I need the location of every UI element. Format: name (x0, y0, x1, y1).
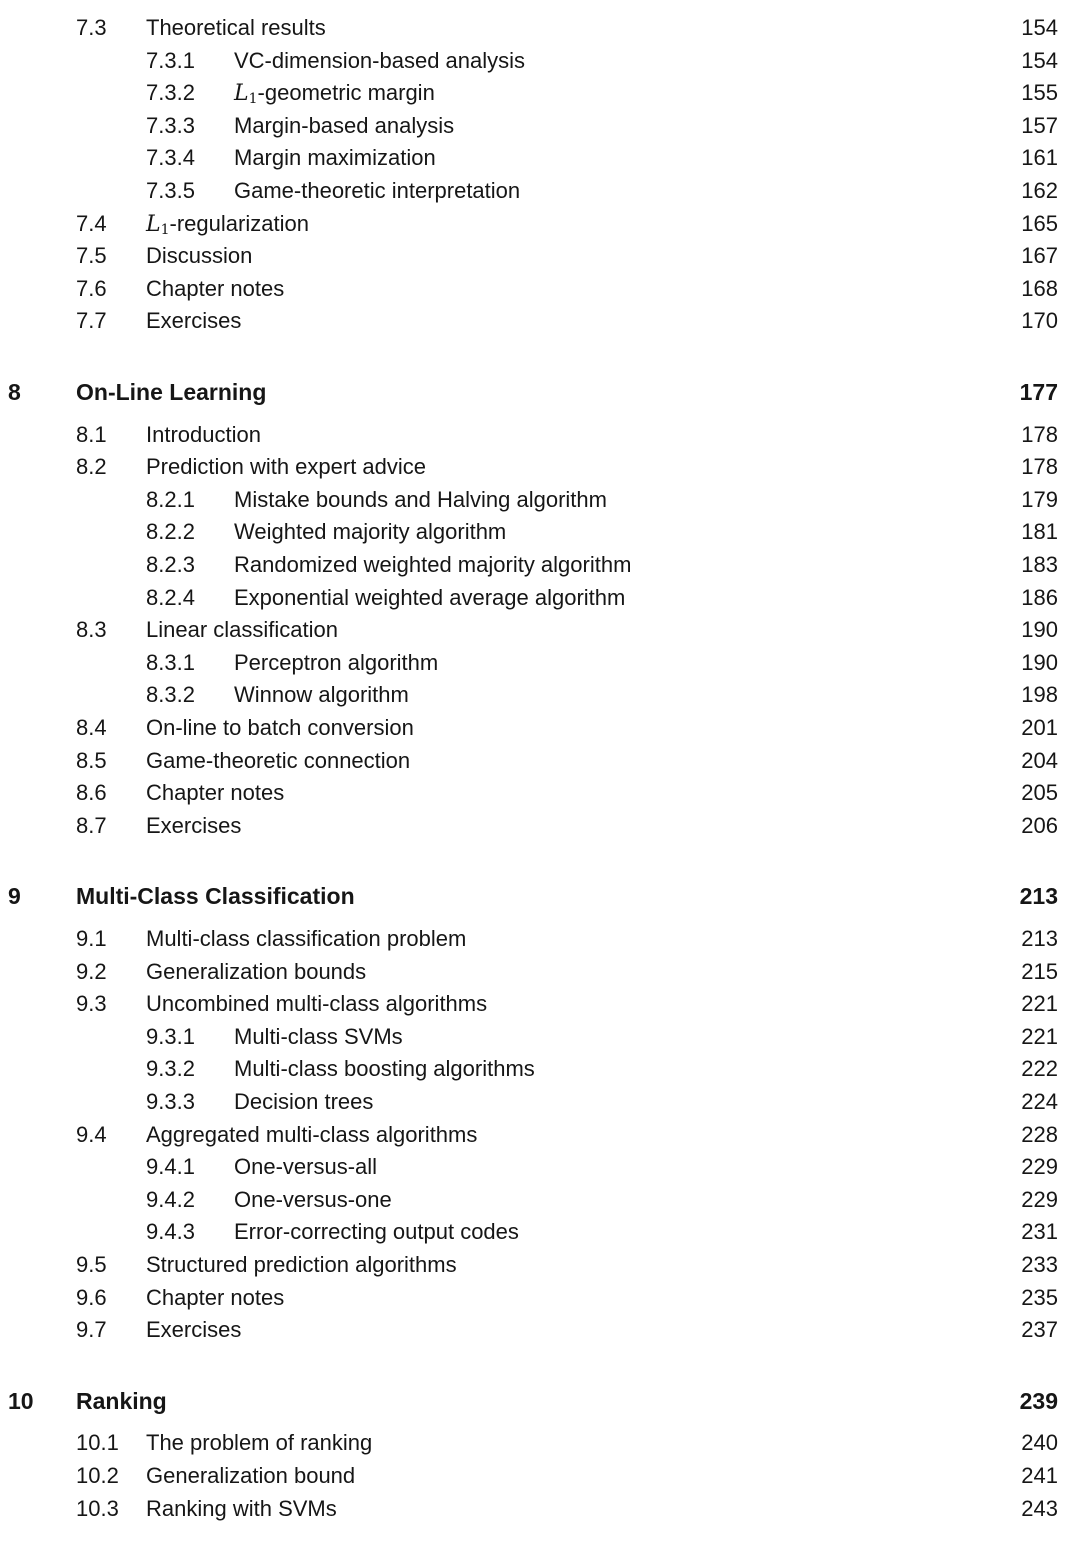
toc-entry-number: 9.4.2 (146, 1187, 195, 1212)
toc-page-number: 157 (1021, 113, 1058, 138)
toc-subsection-row[interactable] (0, 1053, 1080, 1085)
toc-entry-title: Discussion (146, 243, 253, 268)
toc-entry-number: 8.3.1 (146, 650, 195, 675)
toc-entry-number: 7.3.4 (146, 145, 195, 170)
toc-entry-number: 7.7 (76, 308, 107, 333)
toc-entry-number: 9 (8, 883, 21, 909)
toc-entry-number: 7.3.2 (146, 80, 195, 105)
toc-entry-number: 8.2.2 (146, 519, 195, 544)
toc-page-number: 201 (1021, 715, 1058, 740)
toc-page-number: 241 (1021, 1463, 1058, 1488)
toc-page-number: 204 (1021, 748, 1058, 773)
toc-entry-number: 9.6 (76, 1285, 107, 1310)
toc-subsection-row[interactable] (0, 582, 1080, 614)
toc-section-row[interactable] (0, 240, 1080, 272)
toc-entry-number: 8.3 (76, 617, 107, 642)
toc-entry-title: VC-dimension-based analysis (234, 48, 526, 73)
toc-entry-title: Exponential weighted average algorithm (234, 585, 626, 610)
toc-chapter-row[interactable] (0, 880, 1080, 912)
toc-entry-number: 7.3 (76, 15, 107, 40)
toc-subsection-row[interactable] (0, 1216, 1080, 1248)
toc-entry-number: 8.2.3 (146, 552, 195, 577)
toc-page-number: 181 (1021, 519, 1058, 544)
toc-section-row[interactable] (0, 305, 1080, 337)
toc-section-row[interactable] (0, 810, 1080, 842)
toc-subsection-row[interactable] (0, 77, 1080, 109)
toc-subsection-row[interactable] (0, 516, 1080, 548)
toc-subsection-row[interactable] (0, 484, 1080, 516)
toc-entry-number: 8.7 (76, 813, 107, 838)
toc-page-number: 233 (1021, 1252, 1058, 1277)
toc-entry-number: 8.2 (76, 454, 107, 479)
toc-entry-number: 7.3.5 (146, 178, 195, 203)
toc-entry-title: Exercises (146, 308, 242, 333)
toc-entry-number: 7.6 (76, 276, 107, 301)
toc-entry-number: 10 (8, 1388, 34, 1414)
toc-entry-title: Game-theoretic interpretation (234, 178, 521, 203)
toc-entry-title: Decision trees (234, 1089, 374, 1114)
toc-page-number: 179 (1021, 487, 1058, 512)
toc-page-number: 177 (1019, 379, 1058, 405)
toc-section-row[interactable] (0, 614, 1080, 646)
toc-entry-number: 9.4.1 (146, 1154, 195, 1179)
toc-entry-number: 8.1 (76, 422, 107, 447)
toc-page-number: 155 (1021, 80, 1058, 105)
toc-page-number: 224 (1021, 1089, 1058, 1114)
toc-entry-title: Linear classification (146, 617, 338, 642)
toc-entry-title: Uncombined multi-class algorithms (146, 991, 488, 1016)
toc-entry-number: 8.4 (76, 715, 107, 740)
toc-page-number: 165 (1021, 211, 1058, 236)
toc-entry-title: Multi-class SVMs (234, 1024, 403, 1049)
toc-entry-number: 8.6 (76, 780, 107, 805)
toc-section-row[interactable] (0, 777, 1080, 809)
toc-entry-title: Chapter notes (146, 276, 285, 301)
toc-entry-title: On-line to batch conversion (146, 715, 414, 740)
toc-entry-number: 8 (8, 379, 21, 405)
toc-subsection-row[interactable] (0, 679, 1080, 711)
toc-page-number: 198 (1021, 682, 1058, 707)
toc-section-row[interactable] (0, 988, 1080, 1020)
toc-subsection-row[interactable] (0, 1184, 1080, 1216)
toc-page-number: 235 (1021, 1285, 1058, 1310)
toc-entry-number: 9.2 (76, 959, 107, 984)
toc-section-row[interactable] (0, 273, 1080, 305)
toc-entry-number: 10.2 (76, 1463, 119, 1488)
toc-entry-title: Multi-Class Classification (76, 883, 355, 909)
toc-page-number: 221 (1021, 1024, 1058, 1049)
toc-entry-number: 8.2.4 (146, 585, 195, 610)
toc-entry-title: On-Line Learning (76, 379, 267, 405)
toc-entry-number: 9.3 (76, 991, 107, 1016)
toc-section-row[interactable] (0, 1427, 1080, 1459)
toc-entry-title: Winnow algorithm (234, 682, 409, 707)
toc-section-row[interactable] (0, 745, 1080, 777)
toc-section-row[interactable] (0, 1460, 1080, 1492)
toc-section-row[interactable] (0, 208, 1080, 240)
toc-entry-number: 9.4.3 (146, 1219, 195, 1244)
toc-entry-number: 8.3.2 (146, 682, 195, 707)
toc-subsection-row[interactable] (0, 549, 1080, 581)
toc-page-number: 162 (1021, 178, 1058, 203)
toc-subsection-row[interactable] (0, 45, 1080, 77)
toc-entry-title: Chapter notes (146, 1285, 285, 1310)
toc-section-row[interactable] (0, 712, 1080, 744)
toc-section-row[interactable] (0, 1249, 1080, 1281)
toc-entry-number: 9.3.3 (146, 1089, 195, 1114)
toc-page-number: 170 (1021, 308, 1058, 333)
toc-section-row[interactable] (0, 12, 1080, 44)
toc-page-number: 167 (1021, 243, 1058, 268)
toc-subsection-row[interactable] (0, 175, 1080, 207)
toc-entry-title: Introduction (146, 422, 261, 447)
toc-page-number: 213 (1021, 926, 1058, 951)
toc-page-number: 228 (1021, 1122, 1058, 1147)
toc-subsection-row[interactable] (0, 647, 1080, 679)
toc-section-row[interactable] (0, 1282, 1080, 1314)
toc-entry-number: 9.5 (76, 1252, 107, 1277)
toc-page-number: 206 (1021, 813, 1058, 838)
toc-entry-title: Game-theoretic connection (146, 748, 411, 773)
toc-page-number: 215 (1021, 959, 1058, 984)
toc-page-number: 222 (1021, 1056, 1058, 1081)
toc-subsection-row[interactable] (0, 142, 1080, 174)
toc-entry-number: 8.5 (76, 748, 107, 773)
toc-page-number: 229 (1021, 1187, 1058, 1212)
toc-entry-title: $L_1$-geometric margin (234, 80, 435, 107)
toc-entry-number: 7.5 (76, 243, 107, 268)
toc-entry-title: Randomized weighted majority algorithm (234, 552, 632, 577)
math-symbol: $L_1$ (234, 81, 258, 107)
toc-page-number: 178 (1021, 454, 1058, 479)
toc-entry-number: 10.1 (76, 1430, 119, 1455)
toc-entry-title: Exercises (146, 813, 242, 838)
toc-page-number: 190 (1021, 617, 1058, 642)
toc-page-number: 239 (1019, 1388, 1058, 1414)
toc-entry-number: 9.4 (76, 1122, 107, 1147)
toc-page-number: 154 (1021, 48, 1058, 73)
toc-entry-title: Exercises (146, 1317, 242, 1342)
toc-entry-number: 7.3.1 (146, 48, 195, 73)
toc-entry-title: Structured prediction algorithms (146, 1252, 457, 1277)
toc-page-number: 231 (1021, 1219, 1058, 1244)
toc-entry-number: 7.3.3 (146, 113, 195, 138)
toc-entry-title: Generalization bounds (146, 959, 367, 984)
toc-entry-number: 9.3.1 (146, 1024, 195, 1049)
math-symbol: $L_1$ (146, 212, 170, 238)
toc-page-number: 240 (1021, 1430, 1058, 1455)
toc-page-number: 213 (1019, 883, 1058, 909)
toc-entry-number: 10.3 (76, 1496, 119, 1521)
toc-entry-number: 9.7 (76, 1317, 107, 1342)
toc-entry-title: Prediction with expert advice (146, 454, 427, 479)
toc-page-number: 161 (1021, 145, 1058, 170)
toc-entry-title: Mistake bounds and Halving algorithm (234, 487, 607, 512)
toc-section-row[interactable] (0, 1493, 1080, 1525)
toc-page-number: 186 (1021, 585, 1058, 610)
toc-page-number: 178 (1021, 422, 1058, 447)
toc-entry-title: Multi-class classification problem (146, 926, 467, 951)
toc-page-number: 229 (1021, 1154, 1058, 1179)
toc-entry-title: Ranking (76, 1388, 167, 1414)
toc-subsection-row[interactable] (0, 1151, 1080, 1183)
toc-page-number: 205 (1021, 780, 1058, 805)
toc-page-number: 154 (1021, 15, 1058, 40)
toc-entry-title: Ranking with SVMs (146, 1496, 337, 1521)
toc-entry-title: Margin maximization (234, 145, 436, 170)
toc-page-number: 243 (1021, 1496, 1058, 1521)
toc-section-row[interactable] (0, 451, 1080, 483)
toc-page-number: 190 (1021, 650, 1058, 675)
toc-section-row[interactable] (0, 1119, 1080, 1151)
toc-page-number: 221 (1021, 991, 1058, 1016)
toc-section-row[interactable] (0, 923, 1080, 955)
toc-section-row[interactable] (0, 419, 1080, 451)
toc-entry-title: One-versus-all (234, 1154, 378, 1179)
toc-entry-title: Aggregated multi-class algorithms (146, 1122, 478, 1147)
toc-chapter-row[interactable] (0, 376, 1080, 408)
toc-entry-number: 7.4 (76, 211, 107, 236)
toc-subsection-row[interactable] (0, 110, 1080, 142)
toc-page-number: 168 (1021, 276, 1058, 301)
toc-entry-title: Error-correcting output codes (234, 1219, 519, 1244)
toc-entry-title: Generalization bound (146, 1463, 356, 1488)
toc-entry-number: 8.2.1 (146, 487, 195, 512)
toc-entry-title: Weighted majority algorithm (234, 519, 507, 544)
toc-entry-title: One-versus-one (234, 1187, 392, 1212)
toc-entry-title: $L_1$-regularization (146, 211, 309, 238)
toc-subsection-row[interactable] (0, 1086, 1080, 1118)
toc-entry-number: 9.1 (76, 926, 107, 951)
toc-page-number: 183 (1021, 552, 1058, 577)
toc-entry-title: Chapter notes (146, 780, 285, 805)
toc-entry-title: The problem of ranking (146, 1430, 373, 1455)
toc-entry-title: Theoretical results (146, 15, 326, 40)
toc-section-row[interactable] (0, 1314, 1080, 1346)
toc-section-row[interactable] (0, 956, 1080, 988)
toc-entry-title: Margin-based analysis (234, 113, 455, 138)
toc-entry-title: Multi-class boosting algorithms (234, 1056, 535, 1081)
toc-chapter-row[interactable] (0, 1385, 1080, 1417)
toc-entry-title: Perceptron algorithm (234, 650, 439, 675)
toc-page-number: 237 (1021, 1317, 1058, 1342)
toc-entry-number: 9.3.2 (146, 1056, 195, 1081)
toc-subsection-row[interactable] (0, 1021, 1080, 1053)
